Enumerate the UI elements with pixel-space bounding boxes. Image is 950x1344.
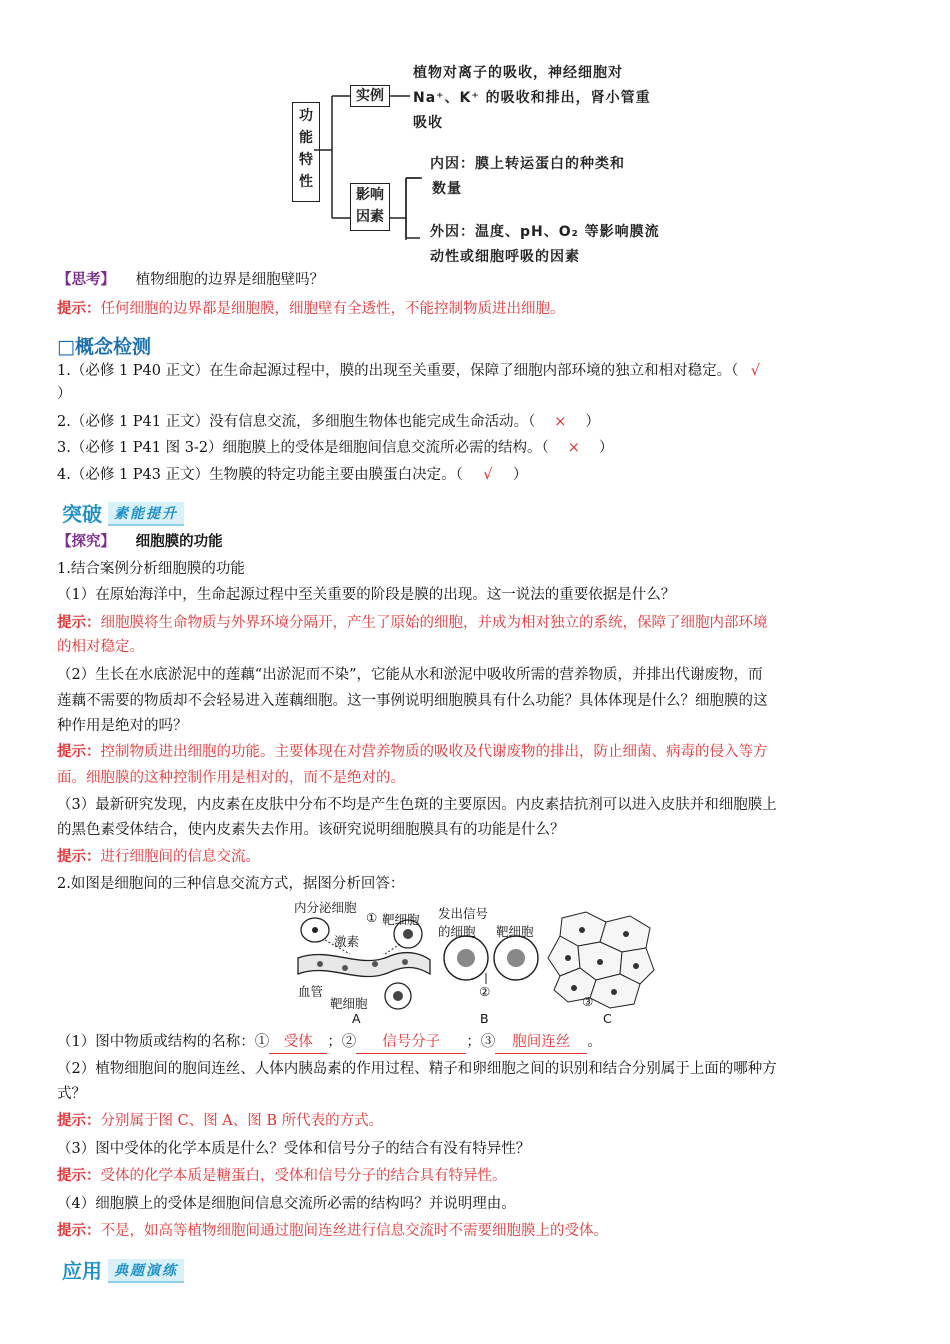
a1-1-line-2: 的相对稳定。 bbox=[57, 639, 144, 655]
explore-tag: 【探究】 bbox=[57, 534, 115, 550]
q2-heading: 2.如图是细胞间的三种信息交流方式，据图分析回答： bbox=[57, 876, 405, 892]
concept-item-close: ） bbox=[598, 440, 614, 456]
concept-item-1-close: ） bbox=[57, 386, 72, 402]
answer-text: 分别属于图 C、图 A、图 B 所代表的方式。 bbox=[100, 1113, 384, 1129]
answer-text: 受体的化学本质是糖蛋白，受体和信号分子的结合具有特异性。 bbox=[100, 1168, 507, 1184]
application-banner bbox=[60, 1253, 210, 1285]
hint-label: 提示： bbox=[57, 744, 101, 760]
diagram-connectors-2 bbox=[402, 170, 422, 250]
hint-label: 提示： bbox=[57, 1113, 101, 1129]
concept-item-2 bbox=[57, 411, 600, 433]
concept-item-close: ） bbox=[512, 467, 528, 483]
q2-2-line-1: （2）植物细胞间的胞间连丝、人体内胰岛素的作用过程、精子和卵细胞之间的识别和结合分别属于上面的哪种方 bbox=[57, 1061, 777, 1077]
q2-1-sep-1: ；② bbox=[327, 1034, 357, 1050]
fig-a-label-target-bottom: 靶细胞 bbox=[330, 996, 368, 1011]
fig-caption-b: B bbox=[480, 1011, 489, 1026]
think-question: 植物细胞的边界是细胞壁吗？ bbox=[135, 272, 325, 288]
q1-heading: 1.结合案例分析细胞膜的功能 bbox=[57, 561, 245, 577]
concept-item-text: 1.（必修 1 P40 正文）在生命起源过程中，膜的出现至关重要，保障了细胞内部环境的独立和相对稳定。（ bbox=[57, 363, 739, 379]
q1-1: （1）在原始海洋中，生命起源过程中至关重要的阶段是膜的出现。这一说法的重要依据是什么？ bbox=[57, 587, 676, 603]
cross-mark: × bbox=[554, 414, 567, 430]
blank-3-answer: 胞间连丝 bbox=[495, 1031, 587, 1054]
q2-3: （3）图中受体的化学本质是什么？受体和信号分子的结合有没有特异性？ bbox=[57, 1141, 531, 1157]
hint-label: 提示： bbox=[57, 1168, 101, 1184]
blank-2-answer: 信号分子 bbox=[356, 1031, 466, 1054]
fig-b-label-2: ② bbox=[479, 984, 491, 999]
a1-2-line-1 bbox=[57, 741, 768, 763]
concept-item-text: 3.（必修 1 P41 图 3-2）细胞膜上的受体是细胞间信息交流所必需的结构。（ bbox=[57, 440, 549, 456]
check-mark: √ bbox=[483, 467, 493, 483]
diagram-inner-factor-line-1: 内因：膜上转运蛋白的种类和 bbox=[430, 156, 625, 172]
fig-a-label-1: ① bbox=[366, 910, 378, 925]
diagram-example-line-2: Na⁺、K⁺ 的吸收和排出，肾小管重 bbox=[413, 90, 651, 106]
a1-3 bbox=[57, 846, 260, 868]
diagram-example-line-3: 吸收 bbox=[413, 115, 443, 131]
fig-c-label-3: ③ bbox=[582, 994, 594, 1009]
answer-text: 细胞膜将生命物质与外界环境分隔开，产生了原始的细胞，并成为相对独立的系统，保障了细胞内部环境 bbox=[100, 615, 768, 631]
hint-label: 提示： bbox=[57, 301, 101, 317]
explore-title: 细胞膜的功能 bbox=[135, 534, 223, 550]
q2-1-prefix: （1）图中物质或结构的名称：① bbox=[57, 1034, 270, 1050]
fig-b-label-target: 靶细胞 bbox=[496, 924, 534, 939]
a2-4 bbox=[57, 1220, 608, 1242]
fig-b-label-sender-2: 的细胞 bbox=[438, 924, 476, 939]
hint-label: 提示： bbox=[57, 849, 101, 865]
diagram-inner-factor-line-2: 数量 bbox=[432, 181, 462, 197]
banner-tag-text: 素能提升 bbox=[108, 502, 184, 526]
diagram-example-label: 实例 bbox=[356, 88, 384, 104]
answer-text: 控制物质进出细胞的功能。主要体现在对营养物质的吸收及代谢废物的排出，防止细菌、病毒的侵入等方 bbox=[100, 744, 768, 760]
concept-item-close: ） bbox=[585, 414, 600, 430]
answer-text: 进行细胞间的信息交流。 bbox=[100, 849, 260, 865]
concept-item-1 bbox=[57, 360, 772, 382]
concept-check-title: □概念检测 bbox=[57, 336, 151, 358]
q2-1-end: 。 bbox=[587, 1034, 602, 1050]
banner-main-text: 突破 bbox=[62, 502, 102, 526]
think-hint bbox=[57, 298, 565, 320]
fig-caption-c: C bbox=[603, 1011, 612, 1026]
a2-2 bbox=[57, 1110, 383, 1132]
concept-item-4 bbox=[57, 464, 527, 486]
concept-item-3 bbox=[57, 437, 613, 459]
a2-3 bbox=[57, 1165, 507, 1187]
think-tag: 【思考】 bbox=[57, 272, 115, 288]
signal-figure bbox=[290, 898, 660, 1028]
concept-item-text: 2.（必修 1 P41 正文）没有信息交流，多细胞生物体也能完成生命活动。（ bbox=[57, 414, 536, 430]
cross-mark: × bbox=[567, 440, 580, 456]
concept-item-text: 4.（必修 1 P43 正文）生物膜的特定功能主要由膜蛋白决定。（ bbox=[57, 467, 463, 483]
diagram-example-box bbox=[350, 85, 390, 107]
q1-3-line-1: （3）最新研究发现，内皮素在皮肤中分布不均是产生色斑的主要原因。内皮素拮抗剂可以进入皮肤并和细胞膜上 bbox=[57, 797, 777, 813]
q1-3-line-2: 的黑色素受体结合，使内皮素失去作用。该研究说明细胞膜具有的功能是什么？ bbox=[57, 822, 565, 838]
fig-b-label-sender-1: 发出信号 bbox=[438, 906, 489, 921]
q2-4: （4）细胞膜上的受体是细胞间信息交流所必需的结构吗？并说明理由。 bbox=[57, 1196, 516, 1212]
q1-2-line-1: （2）生长在水底淤泥中的莲藕“出淤泥而不染”，它能从水和淤泥中吸收所需的营养物质，并排出代谢废物，而 bbox=[57, 667, 763, 683]
fig-a-label-hormone: 激素 bbox=[334, 934, 360, 949]
diagram-outer-factor-line-2: 动性或细胞呼吸的因素 bbox=[430, 249, 580, 265]
banner-main-text: 应用 bbox=[62, 1259, 102, 1283]
diagram-factors-box bbox=[350, 183, 390, 231]
diagram-factors-label: 影响因素 bbox=[356, 187, 384, 225]
breakthrough-banner bbox=[60, 496, 210, 528]
check-mark: √ bbox=[750, 363, 760, 379]
a1-1-line-1 bbox=[57, 612, 768, 634]
think-hint-text: 任何细胞的边界都是细胞膜，细胞壁有全透性，不能控制物质进出细胞。 bbox=[100, 301, 565, 317]
q1-2-line-3: 种作用是绝对的吗？ bbox=[57, 718, 188, 734]
fig-a-label-vessel: 血管 bbox=[298, 984, 324, 999]
q1-2-line-2: 莲藕不需要的物质却不会轻易进入莲藕细胞。这一事例说明细胞膜具有什么功能？具体体现是什么？细胞膜的这 bbox=[57, 693, 768, 709]
explore-header bbox=[57, 531, 223, 553]
q2-1 bbox=[57, 1031, 602, 1054]
hint-label: 提示： bbox=[57, 615, 101, 631]
q2-2-line-2: 式？ bbox=[57, 1086, 86, 1102]
hint-label: 提示： bbox=[57, 1223, 101, 1239]
diagram-outer-factor-line-1: 外因：温度、pH、O₂ 等影响膜流 bbox=[430, 224, 660, 240]
fig-a-label-secretory: 内分泌细胞 bbox=[294, 900, 357, 915]
a1-2-line-2: 面。细胞膜的这种控制作用是相对的，而不是绝对的。 bbox=[57, 770, 405, 786]
blank-1-answer: 受体 bbox=[269, 1031, 327, 1054]
fig-a-label-target-top: 靶细胞 bbox=[382, 912, 420, 927]
diagram-example-line-1: 植物对离子的吸收，神经细胞对 bbox=[413, 65, 623, 81]
answer-text: 不是，如高等植物细胞间通过胞间连丝进行信息交流时不需要细胞膜上的受体。 bbox=[100, 1223, 608, 1239]
banner-tag-text: 典题演练 bbox=[108, 1259, 184, 1283]
fig-caption-a: A bbox=[352, 1011, 361, 1026]
diagram-root-label: 功能特性 bbox=[299, 108, 313, 190]
think-row bbox=[57, 269, 324, 291]
q2-1-sep-2: ；③ bbox=[466, 1034, 496, 1050]
